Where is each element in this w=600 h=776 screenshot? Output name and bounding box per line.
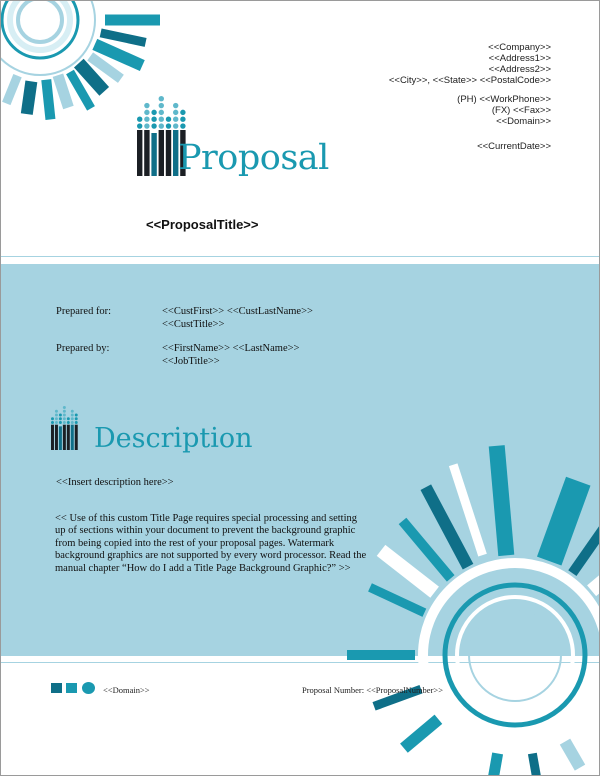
phone-field: (PH) <<WorkPhone>> — [457, 94, 551, 105]
logo-dot — [63, 414, 66, 417]
logo-dot — [137, 123, 142, 128]
logo-dot — [71, 417, 74, 420]
logo-dot — [144, 103, 149, 108]
logo-dot — [173, 103, 178, 108]
logo-dot — [180, 110, 185, 115]
logo-dot — [159, 96, 164, 101]
logo-dot — [166, 123, 171, 128]
fax-field: (FX) <<Fax>> — [491, 105, 551, 116]
logo-dot — [67, 417, 70, 420]
prepared-by-title: <<JobTitle>> — [162, 356, 220, 367]
logo-dot — [137, 117, 142, 122]
logo-bar — [51, 425, 54, 450]
bottom-burst-graphic — [330, 436, 600, 776]
logo-bar — [67, 425, 70, 450]
prepared-for-title: <<CustTitle>> — [162, 319, 225, 330]
description-note: << Use of this custom Title Page requires special processing and setting up of sections within your document to prevent the background graphic from being copied into the rest of your proposal pages. Watermark background graphics are not supported by every word processor. Read the manual chapter “How do I add a Title Page Background Graphic?” >> — [55, 513, 367, 574]
prepared-by-label: Prepared by: — [56, 343, 110, 354]
burst-ring — [457, 597, 573, 713]
burst-ray — [41, 79, 55, 120]
logo-dot — [59, 417, 62, 420]
logo-dot — [151, 110, 156, 115]
logo-dot — [173, 117, 178, 122]
logo-dot — [173, 123, 178, 128]
logo-dot — [63, 417, 66, 420]
logo-dot — [55, 417, 58, 420]
logo-dot — [144, 123, 149, 128]
footer-proposal-number: Proposal Number: <<ProposalNumber>> — [302, 685, 443, 695]
logo-bar — [71, 425, 74, 450]
domain-field: <<Domain>> — [496, 116, 551, 127]
logo-dot — [55, 421, 58, 424]
logo-dot — [63, 421, 66, 424]
logo-dot — [71, 410, 74, 413]
logo-dot — [71, 421, 74, 424]
logo-dot — [180, 123, 185, 128]
logo-dot — [59, 421, 62, 424]
logo-dot — [144, 110, 149, 115]
prepared-by-name: <<FirstName>> <<LastName>> — [162, 343, 300, 354]
logo-bar — [55, 425, 58, 450]
logo-dot — [59, 414, 62, 417]
prepared-for-label: Prepared for: — [56, 306, 112, 317]
logo-dot — [63, 410, 66, 413]
proposal-logo-text: Proposal — [178, 138, 329, 178]
logo-bar — [59, 426, 62, 450]
logo-bar — [151, 133, 156, 176]
footer-square-2 — [66, 683, 77, 693]
logo-dot — [173, 110, 178, 115]
footer-square-1 — [51, 683, 62, 693]
logo-bar — [137, 130, 142, 176]
logo-dot — [159, 117, 164, 122]
logo-dot — [75, 417, 78, 420]
burst-ray — [21, 81, 37, 115]
logo-dot — [144, 117, 149, 122]
footer-domain: <<Domain>> — [103, 685, 150, 695]
logo-dot — [159, 103, 164, 108]
city-state-postal-field: <<City>>, <<State>> <<PostalCode>> — [388, 75, 551, 86]
logo-bar — [166, 130, 171, 176]
burst-ring — [445, 585, 585, 725]
logo-bar — [75, 425, 78, 450]
company-field: <<Company>> — [488, 42, 551, 53]
logo-dot — [55, 410, 58, 413]
logo-dot — [63, 406, 66, 409]
burst-ray — [105, 15, 160, 26]
current-date-field: <<CurrentDate>> — [477, 141, 551, 152]
logo-dot — [75, 421, 78, 424]
logo-dot — [159, 110, 164, 115]
burst-ray — [560, 739, 585, 771]
description-heading: Description — [94, 423, 253, 454]
logo-bar — [144, 130, 149, 176]
logo-dot — [180, 117, 185, 122]
logo-dot — [151, 117, 156, 122]
burst-ring — [469, 609, 561, 701]
proposal-title: <<ProposalTitle>> — [146, 217, 259, 232]
company-address-block — [291, 42, 551, 152]
burst-ray — [368, 583, 426, 617]
burst-ray — [400, 715, 442, 753]
logo-dot — [51, 417, 54, 420]
logo-dot — [75, 414, 78, 417]
footer-dot — [82, 682, 95, 694]
logo-bar — [159, 130, 164, 176]
burst-ray — [489, 445, 515, 556]
divider-line-top — [0, 256, 600, 257]
logo-bar — [63, 425, 66, 450]
prepared-for-name: <<CustFirst>> <<CustLastName>> — [162, 306, 313, 317]
logo-dot — [67, 421, 70, 424]
logo-dot — [151, 123, 156, 128]
burst-ray — [343, 613, 419, 639]
burst-ray — [484, 753, 504, 776]
top-burst-graphic — [0, 0, 160, 130]
logo-dot — [55, 414, 58, 417]
description-placeholder: <<Insert description here>> — [56, 477, 174, 488]
logo-dot — [159, 123, 164, 128]
burst-ray — [2, 74, 22, 105]
burst-ring — [18, 0, 62, 42]
address2-field: <<Address2>> — [488, 64, 551, 75]
burst-ray — [441, 739, 470, 776]
logo-dot — [71, 414, 74, 417]
burst-ray — [528, 753, 544, 776]
description-logo-icon — [51, 406, 91, 450]
logo-dot — [51, 421, 54, 424]
logo-dot — [166, 117, 171, 122]
address1-field: <<Address1>> — [488, 53, 551, 64]
burst-ray — [347, 650, 415, 660]
